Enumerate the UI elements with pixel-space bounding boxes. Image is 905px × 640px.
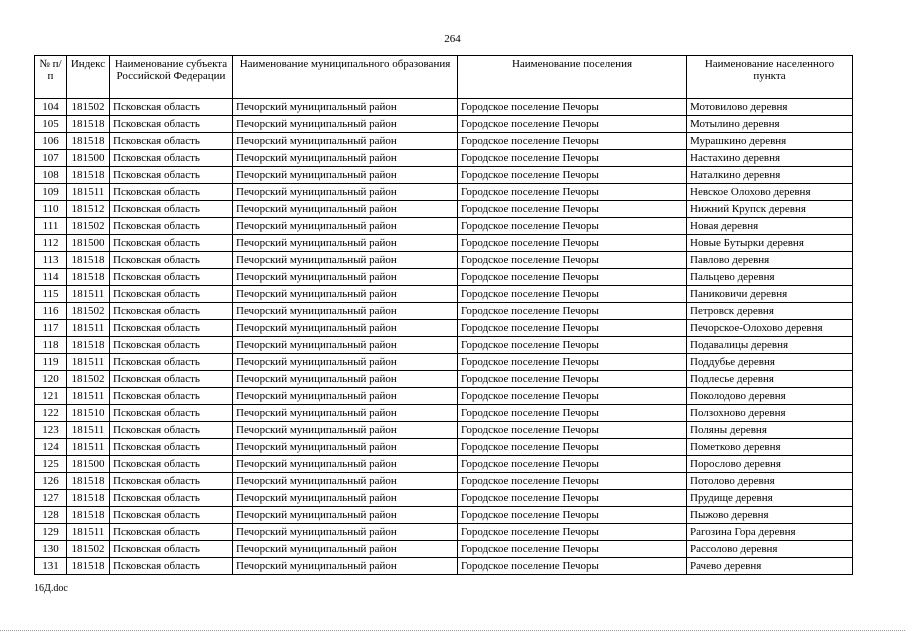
page-number: 264 bbox=[444, 33, 461, 45]
cell-index: 181518 bbox=[67, 133, 110, 150]
cell-settlement: Городское поселение Печоры bbox=[458, 354, 687, 371]
cell-municipality: Печорский муниципальный район bbox=[233, 354, 458, 371]
cell-subject: Псковская область bbox=[110, 99, 233, 116]
cell-locality: Нижний Крупск деревня bbox=[687, 201, 853, 218]
table-row bbox=[35, 456, 853, 473]
cell-index: 181502 bbox=[67, 99, 110, 116]
cell-locality: Пометково деревня bbox=[687, 439, 853, 456]
cell-locality: Поляны деревня bbox=[687, 422, 853, 439]
table-row bbox=[35, 388, 853, 405]
cell-number: 115 bbox=[35, 286, 67, 303]
header-cell-subject: Наименование субъекта Российской Федерации bbox=[110, 56, 233, 99]
table-row bbox=[35, 337, 853, 354]
cell-municipality: Печорский муниципальный район bbox=[233, 473, 458, 490]
table-row bbox=[35, 371, 853, 388]
cell-settlement: Городское поселение Печоры bbox=[458, 558, 687, 575]
cell-number: 108 bbox=[35, 167, 67, 184]
cell-number: 124 bbox=[35, 439, 67, 456]
cell-number: 121 bbox=[35, 388, 67, 405]
cell-subject: Псковская область bbox=[110, 218, 233, 235]
cell-number: 126 bbox=[35, 473, 67, 490]
cell-municipality: Печорский муниципальный район bbox=[233, 99, 458, 116]
cell-subject: Псковская область bbox=[110, 167, 233, 184]
cell-municipality: Печорский муниципальный район bbox=[233, 439, 458, 456]
cell-number: 106 bbox=[35, 133, 67, 150]
cell-index: 181518 bbox=[67, 490, 110, 507]
header-cell-settlement: Наименование поселения bbox=[458, 56, 687, 99]
cell-index: 181518 bbox=[67, 167, 110, 184]
cell-number: 111 bbox=[35, 218, 67, 235]
cell-locality: Потолово деревня bbox=[687, 473, 853, 490]
cell-index: 181511 bbox=[67, 524, 110, 541]
cell-subject: Псковская область bbox=[110, 439, 233, 456]
table-row bbox=[35, 150, 853, 167]
cell-number: 123 bbox=[35, 422, 67, 439]
cell-locality: Поколодово деревня bbox=[687, 388, 853, 405]
cell-subject: Псковская область bbox=[110, 524, 233, 541]
cell-locality: Мотовилово деревня bbox=[687, 99, 853, 116]
cell-number: 113 bbox=[35, 252, 67, 269]
cell-settlement: Городское поселение Печоры bbox=[458, 252, 687, 269]
cell-municipality: Печорский муниципальный район bbox=[233, 320, 458, 337]
cell-subject: Псковская область bbox=[110, 456, 233, 473]
cell-subject: Псковская область bbox=[110, 303, 233, 320]
cell-settlement: Городское поселение Печоры bbox=[458, 456, 687, 473]
cell-index: 181511 bbox=[67, 388, 110, 405]
cell-number: 104 bbox=[35, 99, 67, 116]
cell-number: 119 bbox=[35, 354, 67, 371]
cell-settlement: Городское поселение Печоры bbox=[458, 405, 687, 422]
cell-number: 114 bbox=[35, 269, 67, 286]
header-cell-locality: Наименование населенного пункта bbox=[687, 56, 853, 99]
cell-settlement: Городское поселение Печоры bbox=[458, 388, 687, 405]
cell-index: 181511 bbox=[67, 422, 110, 439]
cell-number: 110 bbox=[35, 201, 67, 218]
cell-municipality: Печорский муниципальный район bbox=[233, 388, 458, 405]
cell-index: 181502 bbox=[67, 218, 110, 235]
cell-number: 116 bbox=[35, 303, 67, 320]
cell-locality: Порослово деревня bbox=[687, 456, 853, 473]
cell-settlement: Городское поселение Печоры bbox=[458, 99, 687, 116]
cell-index: 181512 bbox=[67, 201, 110, 218]
cell-number: 125 bbox=[35, 456, 67, 473]
cell-number: 105 bbox=[35, 116, 67, 133]
header-cell-index: Индекс bbox=[67, 56, 110, 99]
cell-municipality: Печорский муниципальный район bbox=[233, 490, 458, 507]
cell-municipality: Печорский муниципальный район bbox=[233, 337, 458, 354]
cell-subject: Псковская область bbox=[110, 558, 233, 575]
header-cell-number: № п/п bbox=[35, 56, 67, 99]
cell-locality: Пыжово деревня bbox=[687, 507, 853, 524]
cell-index: 181502 bbox=[67, 371, 110, 388]
table-row bbox=[35, 422, 853, 439]
cell-municipality: Печорский муниципальный район bbox=[233, 456, 458, 473]
cell-subject: Псковская область bbox=[110, 320, 233, 337]
cell-subject: Псковская область bbox=[110, 201, 233, 218]
cell-locality: Петровск деревня bbox=[687, 303, 853, 320]
cell-municipality: Печорский муниципальный район bbox=[233, 235, 458, 252]
cell-subject: Псковская область bbox=[110, 405, 233, 422]
cell-number: 107 bbox=[35, 150, 67, 167]
cell-number: 131 bbox=[35, 558, 67, 575]
cell-number: 120 bbox=[35, 371, 67, 388]
cell-index: 181511 bbox=[67, 286, 110, 303]
cell-locality: Мотылино деревня bbox=[687, 116, 853, 133]
cell-locality: Пальцево деревня bbox=[687, 269, 853, 286]
cell-number: 122 bbox=[35, 405, 67, 422]
cell-municipality: Печорский муниципальный район bbox=[233, 269, 458, 286]
cell-subject: Псковская область bbox=[110, 371, 233, 388]
cell-subject: Псковская область bbox=[110, 507, 233, 524]
cell-municipality: Печорский муниципальный район bbox=[233, 116, 458, 133]
table-row bbox=[35, 320, 853, 337]
cell-index: 181518 bbox=[67, 507, 110, 524]
cell-index: 181510 bbox=[67, 405, 110, 422]
cell-locality: Рачево деревня bbox=[687, 558, 853, 575]
cell-locality: Поддубье деревня bbox=[687, 354, 853, 371]
cell-settlement: Городское поселение Печоры bbox=[458, 507, 687, 524]
table-row bbox=[35, 252, 853, 269]
cell-locality: Рассолово деревня bbox=[687, 541, 853, 558]
scan-edge-divider bbox=[0, 630, 905, 631]
cell-settlement: Городское поселение Печоры bbox=[458, 150, 687, 167]
table-header bbox=[35, 56, 853, 99]
cell-locality: Павлово деревня bbox=[687, 252, 853, 269]
table-row bbox=[35, 201, 853, 218]
cell-settlement: Городское поселение Печоры bbox=[458, 303, 687, 320]
cell-number: 128 bbox=[35, 507, 67, 524]
cell-municipality: Печорский муниципальный район bbox=[233, 524, 458, 541]
cell-locality: Мурашкино деревня bbox=[687, 133, 853, 150]
cell-settlement: Городское поселение Печоры bbox=[458, 167, 687, 184]
table-row bbox=[35, 405, 853, 422]
cell-municipality: Печорский муниципальный район bbox=[233, 371, 458, 388]
cell-index: 181500 bbox=[67, 235, 110, 252]
table-row bbox=[35, 269, 853, 286]
table-row bbox=[35, 99, 853, 116]
cell-municipality: Печорский муниципальный район bbox=[233, 558, 458, 575]
cell-settlement: Городское поселение Печоры bbox=[458, 201, 687, 218]
cell-locality: Паниковичи деревня bbox=[687, 286, 853, 303]
cell-locality: Наталкино деревня bbox=[687, 167, 853, 184]
cell-index: 181518 bbox=[67, 473, 110, 490]
cell-locality: Новая деревня bbox=[687, 218, 853, 235]
table-row bbox=[35, 116, 853, 133]
cell-settlement: Городское поселение Печоры bbox=[458, 371, 687, 388]
cell-municipality: Печорский муниципальный район bbox=[233, 218, 458, 235]
cell-settlement: Городское поселение Печоры bbox=[458, 524, 687, 541]
cell-number: 117 bbox=[35, 320, 67, 337]
cell-settlement: Городское поселение Печоры bbox=[458, 116, 687, 133]
cell-subject: Псковская область bbox=[110, 252, 233, 269]
settlements-table bbox=[34, 55, 853, 575]
document-filename: 16Д.doc bbox=[34, 583, 68, 594]
cell-locality: Новые Бутырки деревня bbox=[687, 235, 853, 252]
cell-municipality: Печорский муниципальный район bbox=[233, 184, 458, 201]
cell-subject: Псковская область bbox=[110, 354, 233, 371]
cell-subject: Псковская область bbox=[110, 490, 233, 507]
cell-municipality: Печорский муниципальный район bbox=[233, 422, 458, 439]
cell-index: 181502 bbox=[67, 303, 110, 320]
table-row bbox=[35, 524, 853, 541]
cell-settlement: Городское поселение Печоры bbox=[458, 218, 687, 235]
table-row bbox=[35, 286, 853, 303]
cell-number: 118 bbox=[35, 337, 67, 354]
cell-municipality: Печорский муниципальный район bbox=[233, 541, 458, 558]
cell-index: 181500 bbox=[67, 456, 110, 473]
cell-index: 181511 bbox=[67, 354, 110, 371]
cell-settlement: Городское поселение Печоры bbox=[458, 269, 687, 286]
cell-subject: Псковская область bbox=[110, 150, 233, 167]
cell-index: 181518 bbox=[67, 116, 110, 133]
table-row bbox=[35, 184, 853, 201]
cell-locality: Печорское-Олохово деревня bbox=[687, 320, 853, 337]
cell-settlement: Городское поселение Печоры bbox=[458, 235, 687, 252]
cell-subject: Псковская область bbox=[110, 473, 233, 490]
cell-subject: Псковская область bbox=[110, 422, 233, 439]
cell-index: 181500 bbox=[67, 150, 110, 167]
table-row bbox=[35, 218, 853, 235]
cell-number: 129 bbox=[35, 524, 67, 541]
cell-settlement: Городское поселение Печоры bbox=[458, 473, 687, 490]
header-row bbox=[35, 56, 853, 99]
cell-index: 181511 bbox=[67, 320, 110, 337]
cell-settlement: Городское поселение Печоры bbox=[458, 133, 687, 150]
cell-index: 181518 bbox=[67, 269, 110, 286]
cell-locality: Подавалицы деревня bbox=[687, 337, 853, 354]
cell-subject: Псковская область bbox=[110, 184, 233, 201]
cell-index: 181518 bbox=[67, 337, 110, 354]
cell-subject: Псковская область bbox=[110, 286, 233, 303]
cell-municipality: Печорский муниципальный район bbox=[233, 286, 458, 303]
cell-subject: Псковская область bbox=[110, 133, 233, 150]
cell-locality: Подлесье деревня bbox=[687, 371, 853, 388]
cell-municipality: Печорский муниципальный район bbox=[233, 405, 458, 422]
cell-subject: Псковская область bbox=[110, 388, 233, 405]
cell-settlement: Городское поселение Печоры bbox=[458, 337, 687, 354]
cell-index: 181511 bbox=[67, 184, 110, 201]
table-row bbox=[35, 439, 853, 456]
table-row bbox=[35, 490, 853, 507]
table-row bbox=[35, 473, 853, 490]
cell-subject: Псковская область bbox=[110, 116, 233, 133]
cell-municipality: Печорский муниципальный район bbox=[233, 252, 458, 269]
cell-locality: Рагозина Гора деревня bbox=[687, 524, 853, 541]
cell-municipality: Печорский муниципальный район bbox=[233, 303, 458, 320]
cell-municipality: Печорский муниципальный район bbox=[233, 507, 458, 524]
table-row bbox=[35, 541, 853, 558]
cell-municipality: Печорский муниципальный район bbox=[233, 201, 458, 218]
table-row bbox=[35, 507, 853, 524]
cell-locality: Ползохново деревня bbox=[687, 405, 853, 422]
header-cell-municipality: Наименование муниципального образования bbox=[233, 56, 458, 99]
cell-settlement: Городское поселение Печоры bbox=[458, 490, 687, 507]
cell-locality: Настахино деревня bbox=[687, 150, 853, 167]
table-row bbox=[35, 303, 853, 320]
cell-settlement: Городское поселение Печоры bbox=[458, 320, 687, 337]
cell-subject: Псковская область bbox=[110, 235, 233, 252]
cell-settlement: Городское поселение Печоры bbox=[458, 184, 687, 201]
table-row bbox=[35, 558, 853, 575]
table-body bbox=[35, 99, 853, 575]
cell-municipality: Печорский муниципальный район bbox=[233, 150, 458, 167]
table-row bbox=[35, 133, 853, 150]
table-row bbox=[35, 235, 853, 252]
cell-locality: Невское Олохово деревня bbox=[687, 184, 853, 201]
cell-index: 181511 bbox=[67, 439, 110, 456]
cell-settlement: Городское поселение Печоры bbox=[458, 439, 687, 456]
cell-index: 181518 bbox=[67, 558, 110, 575]
cell-subject: Псковская область bbox=[110, 337, 233, 354]
cell-index: 181518 bbox=[67, 252, 110, 269]
table-row bbox=[35, 167, 853, 184]
cell-number: 112 bbox=[35, 235, 67, 252]
cell-settlement: Городское поселение Печоры bbox=[458, 422, 687, 439]
cell-number: 130 bbox=[35, 541, 67, 558]
cell-settlement: Городское поселение Печоры bbox=[458, 286, 687, 303]
cell-subject: Псковская область bbox=[110, 269, 233, 286]
cell-locality: Прудище деревня bbox=[687, 490, 853, 507]
table-row bbox=[35, 354, 853, 371]
cell-municipality: Печорский муниципальный район bbox=[233, 133, 458, 150]
cell-settlement: Городское поселение Печоры bbox=[458, 541, 687, 558]
cell-number: 109 bbox=[35, 184, 67, 201]
cell-subject: Псковская область bbox=[110, 541, 233, 558]
cell-index: 181502 bbox=[67, 541, 110, 558]
cell-number: 127 bbox=[35, 490, 67, 507]
cell-municipality: Печорский муниципальный район bbox=[233, 167, 458, 184]
